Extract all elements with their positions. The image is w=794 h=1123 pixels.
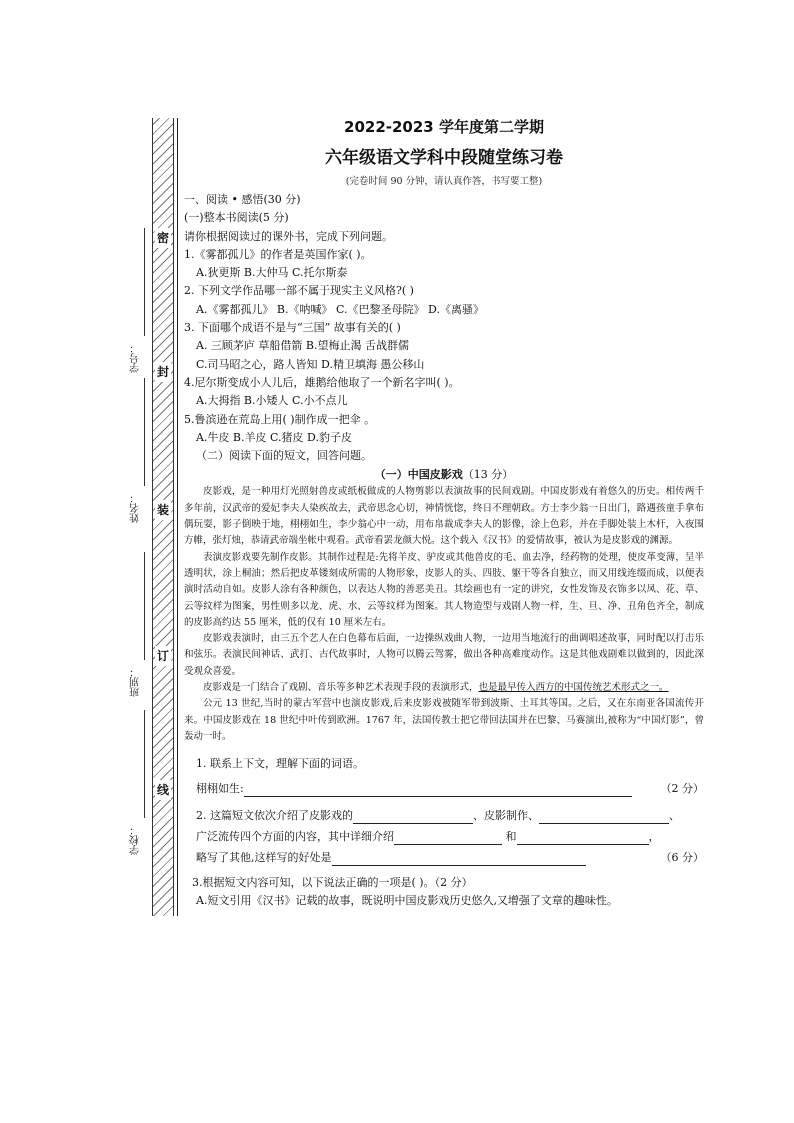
question-text: 略写了其他,这样写的好处是 <box>196 851 332 865</box>
student-id-field[interactable] <box>106 228 166 378</box>
field-underline <box>144 710 145 818</box>
passage-paragraph: 皮影戏，是一种用灯光照射兽皮或纸板做成的人物剪影以表演故事的民间戏剧。中国皮影戏有着悠久的历史。相传两千多年前，汉武帝的爱妃李夫人染疾故去，武帝思念心切，神情恍惚，终日不理朝政。方士李少翁一日出门，路遇孩童手拿布偶玩耍，影子倒映于地，栩栩如生，李少翁心中一动，用布帛裁成李夫人的影像，涂上色彩，并在手脚处装上木杆，入夜围方帷，张灯烛，恭请武帝端坐帐中观看。武帝看罢龙颜大悦。这个载入《汉书》的爱情故事，被认为是皮影戏的渊源。 <box>184 486 704 547</box>
answer-blank[interactable] <box>244 784 632 797</box>
question-option: A.短文引用《汉书》记载的故事，既说明中国皮影戏历史悠久,又增强了文章的趣味性。 <box>196 894 618 908</box>
class-field[interactable] <box>106 552 166 702</box>
question-options: A.大拇指 B.小矮人 C.小不点儿 <box>196 394 348 408</box>
question-text: 广泛流传四个方面的内容，其中详细介绍 <box>196 830 394 844</box>
question-stem: 4.尼尔斯变成小人儿后，雄鹅给他取了一个新名字叫( )。 <box>184 375 460 389</box>
term-label: 栩栩如生: <box>196 782 244 796</box>
question-line <box>184 780 704 797</box>
seal-char-ding: 订 <box>155 646 171 666</box>
exam-paper <box>184 112 704 909</box>
passage-title-text: （一）中国皮影戏 <box>374 468 463 482</box>
year-title: 2022-2023 学年度第二学期 <box>344 118 544 136</box>
passage-body <box>184 484 704 745</box>
field-label: 学号： <box>130 343 142 373</box>
question-line: 广泛流传四个方面的内容，其中详细介绍 和 ， <box>196 830 660 844</box>
passage-paragraph: 公元 13 世纪,当时的蒙古军营中也演皮影戏,后来皮影戏被随军带到波斯、土耳其等国。之后，又在东南亚各国流传开来。中国皮影戏在 18 世纪中叶传到欧洲。1767 年，法国传教士把它带回法国并在巴黎、马赛演出,被称为“中国灯影”，曾轰动一时。 <box>184 698 704 742</box>
question-score: （6 分） <box>660 851 704 865</box>
field-underline <box>144 378 145 486</box>
question-stem: 5.鲁滨逊在荒岛上用( )制作成一把伞 。 <box>184 412 376 426</box>
field-label: 班别： <box>130 667 142 697</box>
student-name-field[interactable] <box>106 378 166 528</box>
question-stem: 1. 联系上下文，理解下面的词语。 <box>196 757 364 771</box>
exam-title: 六年级语文学科中段随堂练习卷 <box>325 148 563 168</box>
passage-paragraph: 表演皮影戏要先制作皮影。其制作过程是:先将羊皮、驴皮或其他兽皮的毛、血去净，经药物的处理，使皮革变薄，呈半透明状，涂上桐油；然后把皮革镂刻成所需的人物形象，皮影人的头、四肢、躯干等各自独立，而又用线连缀而成，以便表演时活动自如。皮影人涂有各种颜色，以表达人物的善恶美丑。其绘画也有一定的讲究，女性发饰及衣饰多以凤、花、草、云等纹样为图案，男性则多以龙、虎、水、云等纹样为图案。其人物造型与戏剧人物一样，生、旦、净、丑角色齐全，制成的皮影高约达 55 厘米，低的仅有 10 厘米左右。 <box>184 551 704 628</box>
seal-char-mi: 密 <box>155 228 171 248</box>
question-stem: 1.《雾都孤儿》的作者是英国作家( )。 <box>184 247 372 261</box>
section-heading: 一、阅读 • 感悟(30 分) <box>184 193 301 206</box>
question-options: C.司马昭之心，路人皆知 D.精卫填海 愚公移山 <box>196 357 425 371</box>
field-label: 姓名： <box>130 493 142 523</box>
question-options: A.牛皮 B.羊皮 C.猪皮 D.豹子皮 <box>196 430 352 444</box>
question-stem: 3.根据短文内容可知，以下说法正确的一项是( )。（2 分） <box>192 876 473 890</box>
answer-blank[interactable] <box>332 853 586 866</box>
passage-title <box>184 466 704 484</box>
question-text: 和 <box>505 830 517 844</box>
passage-paragraph <box>184 680 704 696</box>
question-line <box>184 849 704 866</box>
question-text: 、皮影制作、 <box>473 809 539 823</box>
passage-paragraph: 皮影戏表演时，由三五个艺人在白色幕布后面，一边操纵戏曲人物，一边用当地流行的曲调唱述故事，同时配以打击乐和弦乐。表演民间神话、武打、古代故事时，人物可以腾云驾雾，做出各种高难度动作。这是其他戏剧难以做到的，因此深受观众喜爱。 <box>184 633 704 677</box>
passage-text: 皮影戏是一门结合了戏剧、音乐等多种艺术表现手段的表演形式， <box>203 682 479 694</box>
question-options: A.《雾都孤儿》 B.《呐喊》 C.《巴黎圣母院》 D.《离骚》 <box>196 302 484 316</box>
school-field[interactable] <box>106 710 166 860</box>
part1-heading: (一)整本书阅读(5 分) <box>184 211 289 225</box>
question-stem: 3. 下面哪个成语不是与“三国” 故事有关的( ) <box>184 321 401 335</box>
field-underline <box>144 552 145 660</box>
question-stem: 2. 下列文学作品哪一部不属于现实主义风格?( ) <box>184 284 414 298</box>
part2-heading: （二）阅读下面的短文，回答问题。 <box>196 449 372 463</box>
answer-blank[interactable] <box>517 832 649 845</box>
instructions: (完卷时间 90 分钟，请认真作答，书写要工整) <box>345 176 543 187</box>
seal-char-zhuang: 装 <box>155 500 171 520</box>
question-options: A. 三顾茅庐 草船借箭 B.望梅止渴 舌战群儒 <box>196 339 410 353</box>
answer-blank[interactable] <box>353 811 473 824</box>
question-line: 2. 这篇短文依次介绍了皮影戏的 、皮影制作、 、 <box>196 809 680 823</box>
underlined-sentence: 也是最早传入西方的中国传统艺术形式之一。 <box>478 682 669 694</box>
seal-char-feng: 封 <box>155 362 171 382</box>
field-label: 学校： <box>130 825 142 855</box>
question-score: （2 分） <box>660 782 704 796</box>
answer-blank[interactable] <box>394 832 502 845</box>
answer-blank[interactable] <box>539 811 669 824</box>
question-stem: 2. 这篇短文依次介绍了皮影戏的 <box>196 809 353 823</box>
passage-score: （13 分） <box>462 468 514 482</box>
question-options: A.狄更斯 B.大仲马 C.托尔斯泰 <box>196 266 348 280</box>
seal-char-xian: 线 <box>155 780 171 800</box>
field-underline <box>144 228 145 336</box>
binding-line <box>177 118 178 916</box>
part1-intro: 请你根据阅读过的课外书，完成下列问题。 <box>184 229 393 243</box>
